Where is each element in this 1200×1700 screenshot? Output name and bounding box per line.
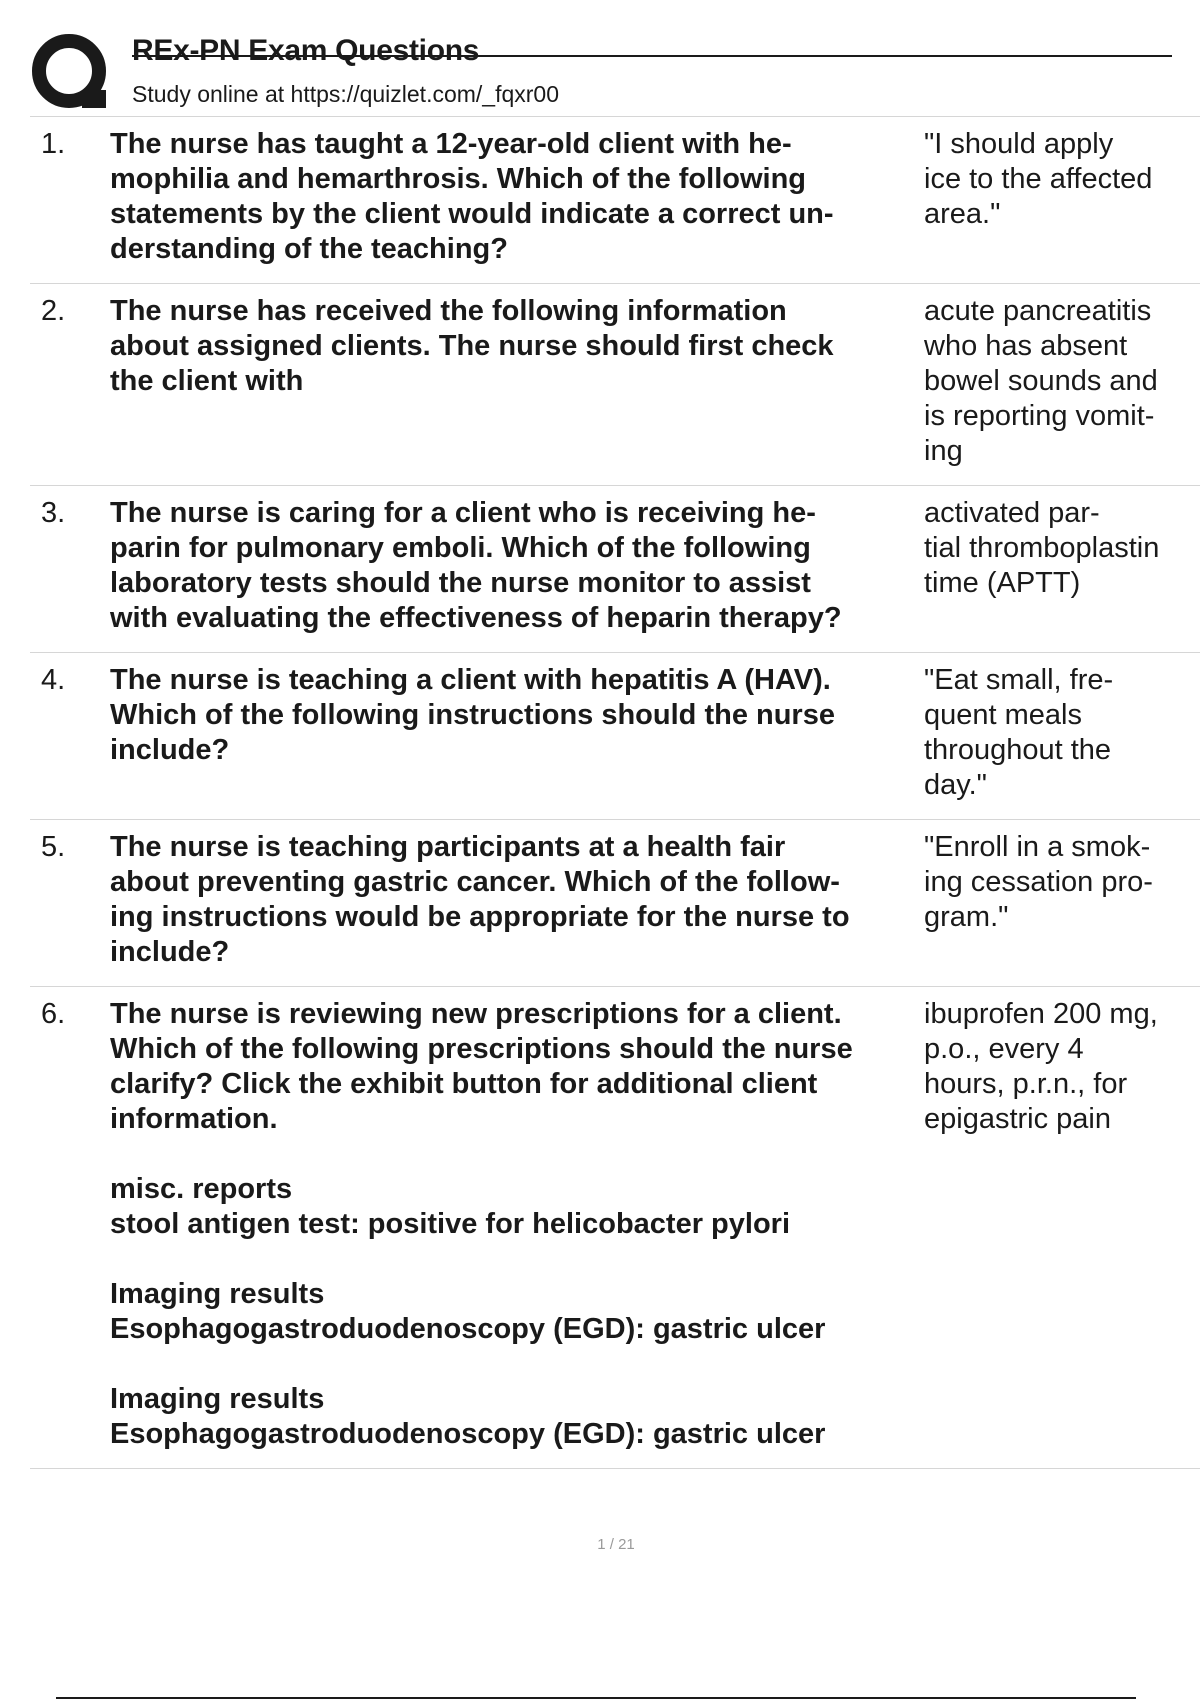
bottom-rule	[56, 1697, 1136, 1699]
question-line: parin for pulmonary emboli. Which of the following	[110, 532, 811, 564]
answer-line: "I should apply	[924, 128, 1114, 160]
card-answer	[920, 830, 1190, 970]
answer-line: ibuprofen 200 mg,	[924, 998, 1158, 1030]
document-title: REx-PN Exam Questions	[132, 34, 480, 67]
card-number: 2.	[41, 295, 66, 327]
answer-line: gram."	[924, 901, 1009, 933]
answer-line: acute pancreatitis	[924, 295, 1152, 327]
question-line: include?	[110, 734, 230, 766]
card-number: 6.	[41, 998, 66, 1030]
answer-line: "Enroll in a smok-	[924, 831, 1151, 863]
answer-line: p.o., every 4	[924, 1033, 1084, 1065]
card-answer	[920, 127, 1190, 267]
card-answer	[920, 294, 1190, 469]
card-question	[110, 496, 920, 636]
question-line: Which of the following instructions should the nurse	[110, 699, 835, 731]
question-line: clarify? Click the exhibit button for additional client	[110, 1068, 818, 1100]
exhibit-line: Imaging results	[110, 1278, 325, 1310]
answer-line: who has absent	[924, 330, 1128, 362]
answer-line: throughout the	[924, 734, 1112, 766]
question-line: The nurse is caring for a client who is receiving he-	[110, 497, 816, 529]
page-number: 1 / 21	[597, 1536, 635, 1553]
flashcard-row	[30, 987, 1200, 1469]
page-header	[30, 30, 1140, 118]
question-line: derstanding of the teaching?	[110, 233, 508, 265]
card-number: 1.	[41, 128, 66, 160]
question-line: laboratory tests should the nurse monitor to assist	[110, 567, 811, 599]
flashcard-row	[30, 820, 1200, 987]
question-line: The nurse has received the following information	[110, 295, 787, 327]
answer-line: time (APTT)	[924, 567, 1081, 599]
question-line: ing instructions would be appropriate for the nurse to	[110, 901, 850, 933]
flashcard-row	[30, 653, 1200, 820]
question-line: include?	[110, 936, 230, 968]
card-question	[110, 997, 920, 1452]
answer-line: bowel sounds and	[924, 365, 1158, 397]
flashcard-list	[30, 116, 1200, 1469]
exhibit-block	[110, 1382, 914, 1452]
card-number: 4.	[41, 664, 66, 696]
question-line: about assigned clients. The nurse should first check	[110, 330, 834, 362]
answer-line: activated par-	[924, 497, 1100, 529]
question-line: the client with	[110, 365, 304, 397]
answer-line: ing cessation pro-	[924, 866, 1153, 898]
question-line: about preventing gastric cancer. Which of the follow-	[110, 866, 840, 898]
question-line: statements by the client would indicate a correct un-	[110, 198, 834, 230]
answer-line: area."	[924, 198, 1001, 230]
flashcard-row	[30, 284, 1200, 486]
answer-line: epigastric pain	[924, 1103, 1111, 1135]
exhibit-line: misc. reports	[110, 1173, 293, 1205]
answer-line: "Eat small, fre-	[924, 664, 1114, 696]
exhibit-line: Esophagogastroduodenoscopy (EGD): gastric ulcer	[110, 1418, 826, 1450]
question-line: information.	[110, 1103, 278, 1135]
question-line: The nurse has taught a 12-year-old client with he-	[110, 128, 792, 160]
answer-line: ing	[924, 435, 963, 467]
card-number: 5.	[41, 831, 66, 863]
answer-line: is reporting vomit-	[924, 400, 1155, 432]
card-number: 3.	[41, 497, 66, 529]
answer-line: ice to the affected	[924, 163, 1153, 195]
card-answer	[920, 496, 1190, 636]
quizlet-q-logo-icon	[32, 34, 110, 112]
answer-line: day."	[924, 769, 987, 801]
title-rule	[132, 55, 1172, 57]
question-line: Which of the following prescriptions should the nurse	[110, 1033, 853, 1065]
exhibit-block	[110, 1277, 914, 1347]
question-line: with evaluating the effectiveness of heparin therapy?	[110, 602, 842, 634]
question-line: The nurse is reviewing new prescriptions for a client.	[110, 998, 842, 1030]
card-answer	[920, 663, 1190, 803]
flashcard-row	[30, 117, 1200, 284]
flashcard-row	[30, 486, 1200, 653]
question-line: mophilia and hemarthrosis. Which of the following	[110, 163, 807, 195]
card-question	[110, 127, 920, 267]
answer-line: quent meals	[924, 699, 1082, 731]
question-line: The nurse is teaching a client with hepatitis A (HAV).	[110, 664, 831, 696]
answer-line: tial thromboplastin	[924, 532, 1160, 564]
answer-line: hours, p.r.n., for	[924, 1068, 1128, 1100]
exhibit-line: stool antigen test: positive for helicobacter pylori	[110, 1208, 790, 1240]
card-question	[110, 663, 920, 803]
exhibit-line: Esophagogastroduodenoscopy (EGD): gastric ulcer	[110, 1313, 826, 1345]
study-link-text: Study online at https://quizlet.com/_fqxr00	[132, 81, 560, 107]
exhibit-block	[110, 1172, 914, 1242]
card-question	[110, 830, 920, 970]
card-question	[110, 294, 920, 469]
question-line: The nurse is teaching participants at a health fair	[110, 831, 786, 863]
card-answer	[920, 997, 1190, 1452]
exhibit-line: Imaging results	[110, 1383, 325, 1415]
